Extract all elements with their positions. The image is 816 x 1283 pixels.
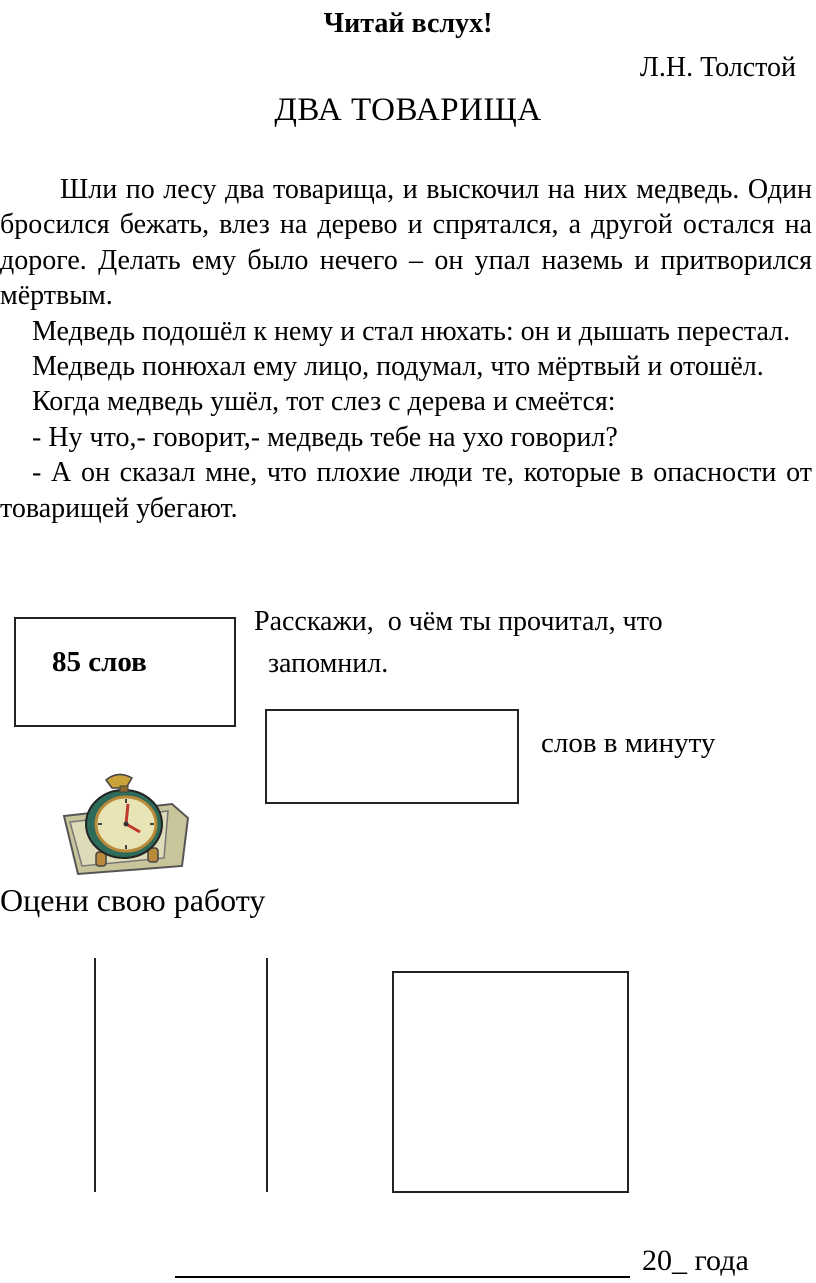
word-count-label: 85 слов [52,646,147,678]
story-paragraph: Медведь подошёл к нему и стал нюхать: он и дышать перестал. [32,315,791,347]
story-text [0,172,812,526]
story-paragraph: - А он сказал мне, что плохие люди те, которые в опасности от товарищей убегают. [0,457,812,524]
divider-line [94,958,96,1192]
reading-speed-field[interactable] [265,709,519,804]
author-name: Л.Н. Толстой [639,52,796,83]
alarm-clock-icon [56,768,196,876]
story-title: ДВА ТОВАРИЩА [274,92,542,128]
self-assessment-label: Оцени свою работу [0,882,266,918]
story-paragraph: Когда медведь ушёл, тот слез с дерева и смеётся: [32,386,616,418]
story-paragraph: Шли по лесу два товарища, и выскочил на них медведь. Один бросился бежать, влез на дерево и спрятался, а другой остался на дороге. Делать ему было нечего – он упал наземь и притворился мёртвым. [0,174,812,312]
grade-box[interactable] [392,971,629,1193]
story-paragraph: Медведь понюхал ему лицо, подумал, что мёртвый и отошёл. [32,351,764,383]
reading-speed-label: слов в минуту [541,727,716,759]
retell-instruction-line2: запомнил. [268,648,389,679]
story-paragraph: - Ну что,- говорит,- медведь тебе на ухо говорил? [32,421,618,453]
year-label: 20_ года [642,1244,749,1277]
read-aloud-heading: Читай вслух! [323,8,493,39]
retell-instruction-line1: Расскажи, о чём ты прочитал, что [254,606,663,637]
date-underline[interactable] [175,1276,630,1278]
divider-line [266,958,268,1192]
